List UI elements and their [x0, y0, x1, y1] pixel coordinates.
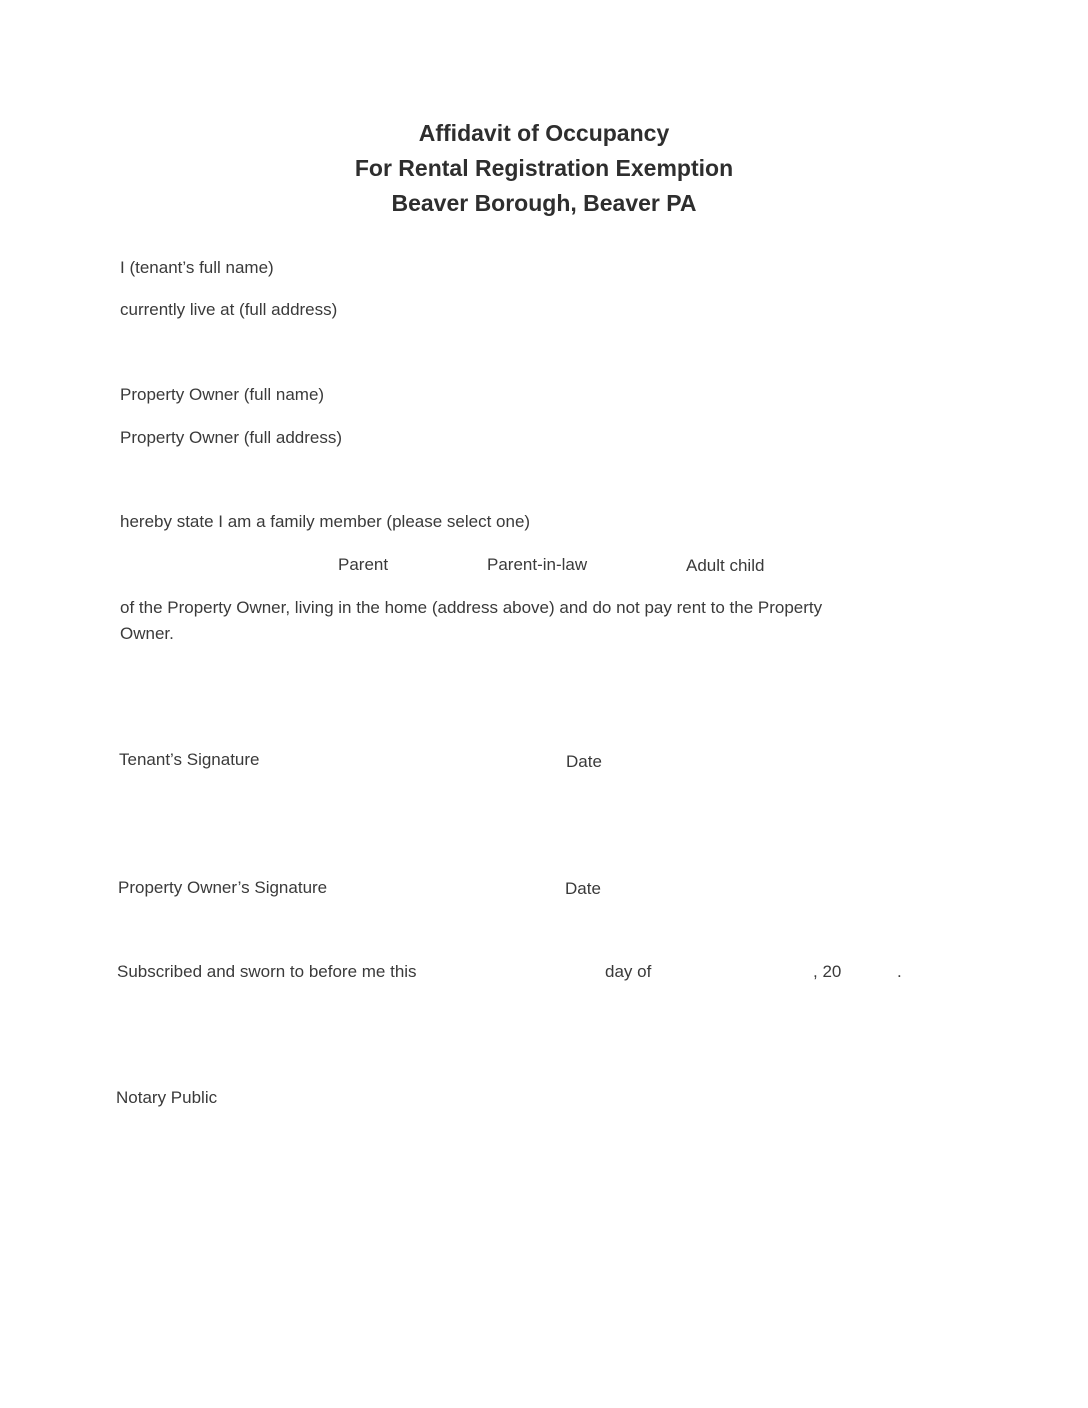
tenant-date-label: Date — [566, 752, 602, 771]
option-adult-child-label: Adult child — [686, 556, 765, 575]
tenant-signature-label: Tenant’s Signature — [119, 750, 260, 769]
owner-name-label: Property Owner (full name) — [120, 385, 325, 404]
declaration-text-line2: Owner. — [120, 624, 174, 643]
declaration-text-line1: of the Property Owner, living in the home (address above) and do not pay rent to the Property — [120, 598, 823, 617]
owner-date-label: Date — [565, 879, 601, 898]
document-title: Affidavit of Occupancy — [418, 120, 670, 146]
tenant-address-label: currently live at (full address) — [120, 300, 338, 319]
owner-address-label: Property Owner (full address) — [120, 428, 343, 447]
sworn-day-of: day of — [605, 962, 652, 981]
sworn-end: . — [897, 962, 902, 981]
family-statement: hereby state I am a family member (please select one) — [120, 512, 531, 531]
sworn-prefix: Subscribed and sworn to before me this — [117, 962, 417, 981]
owner-signature-label: Property Owner’s Signature — [118, 878, 328, 897]
option-parent-label: Parent — [338, 555, 389, 574]
sworn-year-prefix: , 20 — [813, 962, 842, 981]
notary-label: Notary Public — [116, 1088, 218, 1107]
document-municipality: Beaver Borough, Beaver PA — [391, 190, 697, 216]
tenant-name-label: I (tenant’s full name) — [120, 258, 274, 277]
document-subtitle: For Rental Registration Exemption — [354, 155, 734, 181]
option-parent-in-law-label: Parent-in-law — [487, 555, 588, 574]
